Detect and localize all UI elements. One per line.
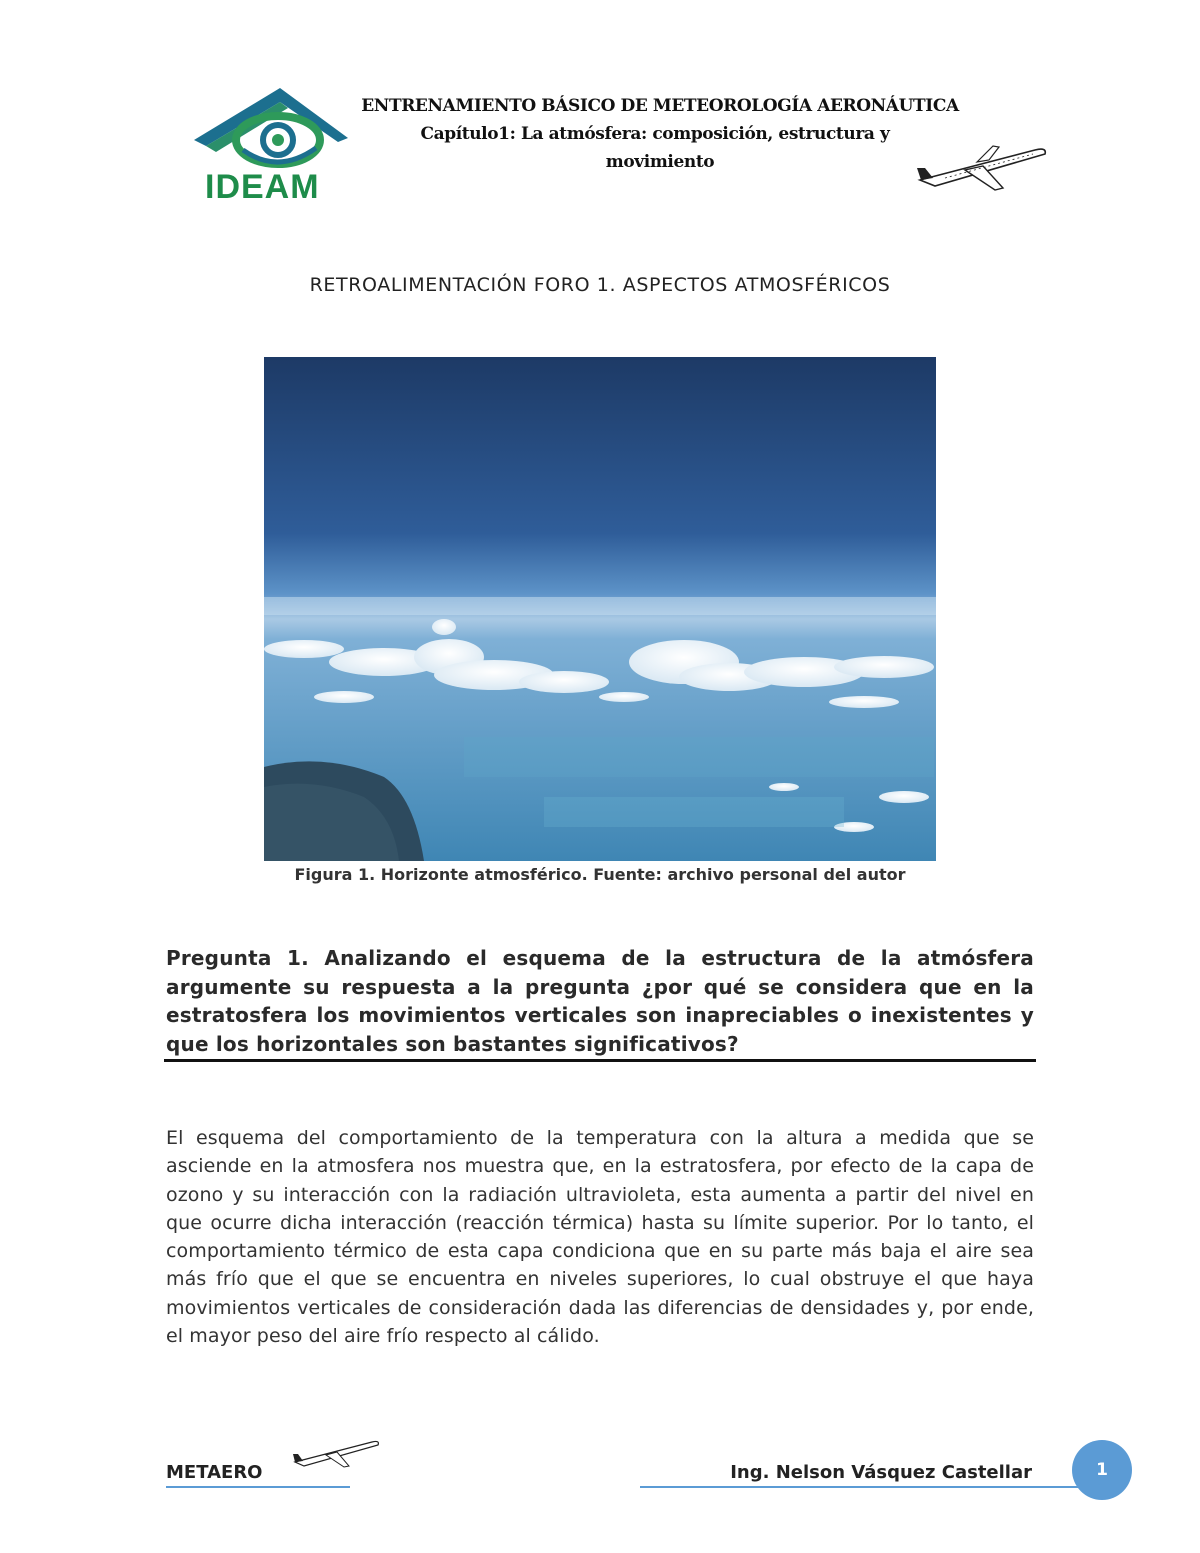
header-chapter-title: Capítulo1: La atmósfera: composición, estructura y bbox=[420, 124, 890, 144]
horizon-photo bbox=[264, 357, 936, 861]
page-number-badge: 1 bbox=[1072, 1440, 1132, 1500]
question-text: Pregunta 1. Analizando el esquema de la estructura de la atmósfera argumente su respuesta a la pregunta ¿por qué se considera que en la estratosfera los movimientos verticales son inapreciables o inexistentes y que los horizontales son bastantes significativos? bbox=[166, 946, 1034, 1056]
header-course-title: ENTRENAMIENTO BÁSICO DE METEOROLOGÍA AERONÁUTICA bbox=[361, 96, 959, 116]
question-divider bbox=[164, 1059, 1036, 1062]
footer-author: Ing. Nelson Vásquez Castellar bbox=[730, 1462, 1032, 1483]
document-title: RETROALIMENTACIÓN FORO 1. ASPECTOS ATMOSFÉRICOS bbox=[309, 274, 891, 296]
answer-text: El esquema del comportamiento de la temperatura con la altura a medida que se asciende en la atmosfera nos muestra que, en la estratosfera, por efecto de la capa de ozono y su interacción con la radiación ultravioleta, esta aumenta a partir del nivel en que ocurre dicha interacción (reacción térmica) hasta su límite superior. Por lo tanto, el comportamiento térmico de esta capa condiciona que en su parte más baja el aire sea más frío que el que se encuentra en niveles superiores, lo cual obstruye el que haya movimientos verticales de consideración dada las diferencias de densidades y, por ende, el mayor peso del aire frío respecto al cálido. bbox=[166, 1127, 1034, 1348]
footer-rule-right bbox=[640, 1486, 1106, 1488]
header-chapter-title-cont: movimiento bbox=[605, 152, 715, 172]
footer-rule-left bbox=[166, 1486, 350, 1488]
figure-caption: Figura 1. Horizonte atmosférico. Fuente: archivo personal del autor bbox=[294, 865, 906, 884]
footer-left-label: METAERO bbox=[166, 1462, 263, 1483]
airplane-icon-small bbox=[292, 1434, 382, 1469]
logo-text: IDEAM bbox=[205, 168, 320, 206]
airplane-icon bbox=[915, 138, 1050, 193]
